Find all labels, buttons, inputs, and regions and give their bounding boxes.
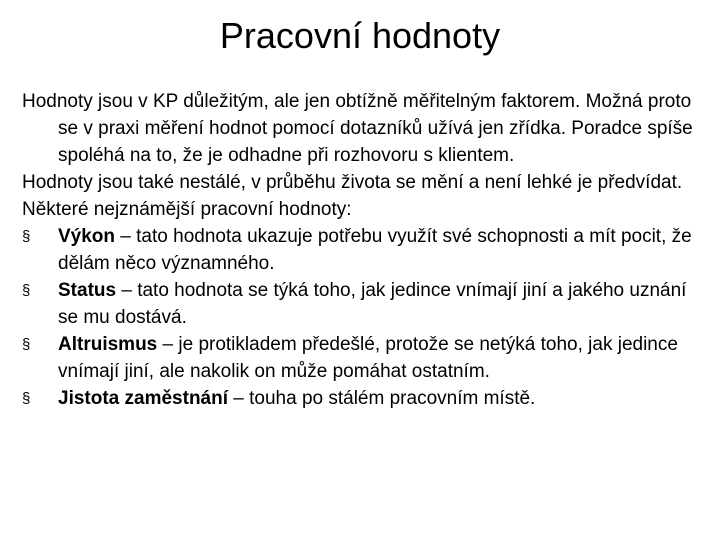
bullet-icon: §: [22, 336, 31, 353]
bullet-text: [58, 277, 694, 331]
bullet-description: – tato hodnota se týká toho, jak jedince vnímají jiní a jakého uznání se mu dostává.: [58, 280, 687, 328]
bullet-term: Jistota zaměstnání: [58, 388, 228, 409]
paragraph: Některé nejznámější pracovní hodnoty:: [22, 199, 352, 220]
bullet-text: [58, 223, 694, 277]
bullet-description: – je protikladem předešlé, protože se netýká toho, jak jedince vnímají jiní, ale nakolik on může pomáhat ostatním.: [58, 334, 678, 382]
bullet-description: – touha po stálém pracovním místě.: [228, 388, 536, 409]
bullet-description: – tato hodnota ukazuje potřebu využít své schopnosti a mít pocit, že dělám něco významného.: [58, 226, 692, 274]
bullet-item-status: [22, 277, 694, 331]
slide-title: Pracovní hodnoty: [219, 15, 501, 56]
bullet-text: [58, 331, 694, 385]
bullet-term: Výkon: [58, 226, 116, 247]
slide-content: [22, 88, 694, 412]
bullet-icon: §: [22, 390, 31, 407]
bullet-item-altruismus: [22, 331, 694, 385]
bullet-term: Altruismus: [58, 334, 158, 355]
paragraph: Hodnoty jsou také nestálé, v průběhu života se mění a není lehké je předvídat.: [22, 172, 683, 193]
paragraph: Hodnoty jsou v KP důležitým, ale jen obtížně měřitelným faktorem. Možná proto se v praxi měření hodnot pomocí dotazníků užívá jen zřídka. Poradce spíše spoléhá na to, že je odhadne při rozhovoru s klientem.: [22, 91, 693, 166]
bullet-item-jistota: [22, 385, 694, 412]
bullet-text: [58, 385, 694, 412]
bullet-term: Status: [58, 280, 117, 301]
bullet-icon: §: [22, 282, 31, 299]
bullet-icon: §: [22, 228, 31, 245]
bullet-item-vykon: [22, 223, 694, 277]
